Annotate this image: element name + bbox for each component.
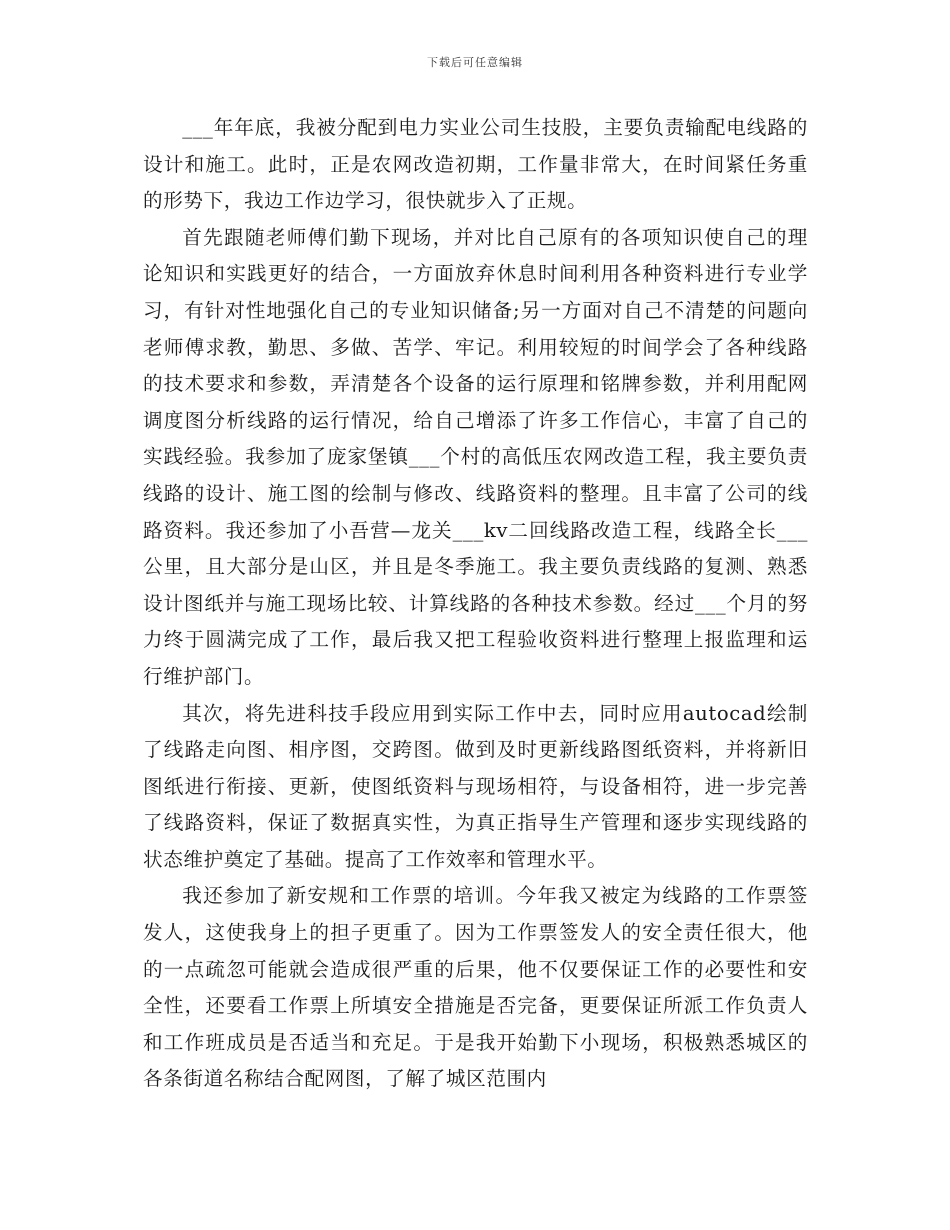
paragraph-2: 首先跟随老师傅们勤下现场，并对比自己原有的各项知识使自己的理论知识和实践更好的结合，一方面放弃休息时间利用各种资料进行专业学习，有针对性地强化自己的专业知识储备;另一方面对自己不清楚的问题向老师傅求教，勤思、多做、苦学、牢记。利用较短的时间学会了各种线路的技术要求和参数，弄清楚各个设备的运行原理和铭牌参数，并利用配网调度图分析线路的运行情况，给自己增添了许多工作信心，丰富了自己的实践经验。我参加了庞家堡镇___个村的高低压农网改造工程，我主要负责线路的设计、施工图的绘制与修改、线路资料的整理。且丰富了公司的线路资料。我还参加了小吾营—龙关___kv二回线路改造工程，线路全长___公里，且大部分是山区，并且是冬季施工。我主要负责线路的复测、熟悉设计图纸并与施工现场比较、计算线路的各种技术参数。经过___个月的努力终于圆满完成了工作，最后我又把工程验收资料进行整理上报监理和运行维护部门。 [143, 225, 808, 688]
paragraph-3: 其次，将先进科技手段应用到实际工作中去，同时应用autocad绘制了线路走向图、相序图，交跨图。做到及时更新线路图纸资料，并将新旧图纸进行衔接、更新，使图纸资料与现场相符，与设备相符，进一步完善了线路资料，保证了数据真实性，为真正指导生产管理和逐步实现线路的状态维护奠定了基础。提高了工作效率和管理水平。 [143, 701, 808, 871]
page-header: 下载后可任意编辑 [427, 56, 523, 69]
paragraph-1: ___年年底，我被分配到电力实业公司生技股，主要负责输配电线路的设计和施工。此时，正是农网改造初期，工作量非常大，在时间紧任务重的形势下，我边工作边学习，很快就步入了正规。 [143, 116, 808, 213]
document-body [143, 110, 808, 1098]
paragraph-4: 我还参加了新安规和工作票的培训。今年我又被定为线路的工作票签发人，这使我身上的担子更重了。因为工作票签发人的安全责任很大，他的一点疏忽可能就会造成很严重的后果，他不仅要保证工作的必要性和安全性，还要看工作票上所填安全措施是否完备，更要保证所派工作负责人和工作班成员是否适当和充足。于是我开始勤下小现场，积极熟悉城区的各条街道名称结合配网图，了解了城区范围内 [143, 884, 808, 1091]
